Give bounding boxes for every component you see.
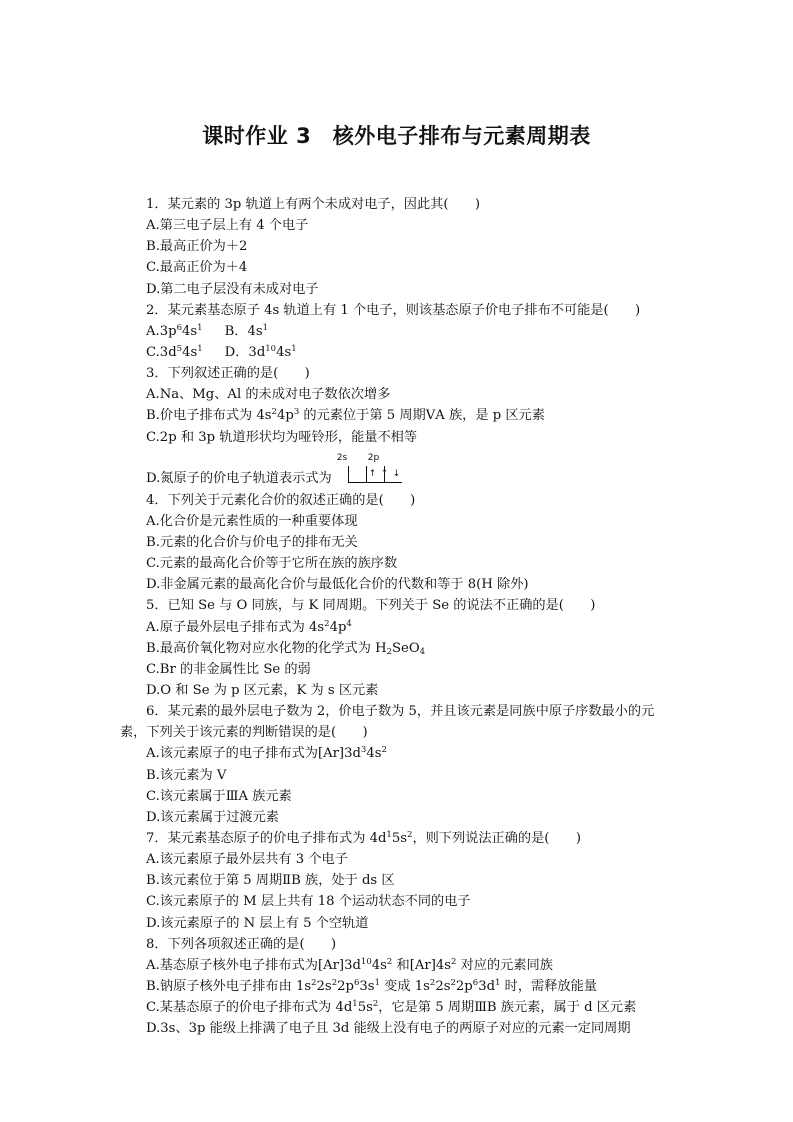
question-1-option-d: D.第二电子层没有未成对电子 [146, 281, 319, 297]
question-6-option-c: C.该元素属于ⅢA 族元素 [146, 788, 292, 804]
question-3-option-b: B.价电子排布式为 $4s^24p^3$ 的元素位于第 5 周期ⅤA 族，是 p 区元素 [146, 407, 545, 424]
question-1-option-a: A.第三电子层上有 4 个电子 [146, 218, 309, 234]
question-4-option-c: C.元素的最高化合价等于它所在族的族序数 [146, 556, 398, 572]
orbital-box-divider [366, 466, 367, 482]
orbital-label-2s: 2s [336, 452, 348, 463]
question-7-option-d: D.该元素原子的 N 层上有 5 个空轨道 [146, 915, 369, 931]
question-3-option-a: A.Na、Mg、Al 的未成对电子数依次增多 [146, 387, 391, 403]
orbital-diagram [334, 452, 406, 488]
up-down-arrow-icon: ↓ [392, 468, 401, 479]
up-arrow-icon: ↑ [380, 468, 389, 479]
question-2-option-d: D．$3d^{10}4s^1$ [224, 343, 297, 360]
question-8-stem: 8．下列各项叙述正确的是( ) [146, 936, 337, 952]
orbital-label-2p: 2p [367, 452, 380, 463]
question-8-option-c: C.某基态原子的价电子排布式为 $4d^15s^2$，它是第 5 周期ⅢB 族元素，属于 d 区元素 [146, 999, 637, 1016]
question-list [0, 194, 793, 1039]
question-4-stem: 4．下列关于元素化合价的叙述正确的是( ) [146, 492, 416, 508]
question-7-stem: 7．某元素基态原子的价电子排布式为 $4d^15s^2$，则下列说法正确的是( ) [146, 829, 581, 846]
question-2-stem: 2．某元素基态原子 4s 轨道上有 1 个电子，则该基态原子价电子排布不可能是( ) [146, 302, 641, 318]
question-6-option-d: D.该元素属于过渡元素 [146, 809, 279, 825]
question-1-option-c: C.最高正价为＋4 [146, 260, 248, 276]
question-1-stem: 1．某元素的 3p 轨道上有两个未成对电子，因此其( ) [146, 197, 481, 212]
page-title: 课时作业 3 核外电子排布与元素周期表 [202, 124, 591, 148]
question-5-option-d: D.O 和 Se 为 p 区元素，K 为 s 区元素 [146, 682, 379, 698]
question-6-option-a: A.该元素原子的电子排布式为$[Ar]3d^34s^2$ [146, 745, 387, 762]
question-1-option-b: B.最高正价为＋2 [146, 239, 248, 255]
question-2-option-b: B．$4s^1$ [224, 322, 269, 339]
question-8-option-d: D.3s、3p 能级上排满了电子且 3d 能级上没有电子的两原子对应的元素一定同周期 [146, 1021, 631, 1037]
question-4-option-a: A.化合价是元素性质的一种重要体现 [146, 513, 358, 529]
question-7-option-c: C.该元素原子的 M 层上共有 18 个运动状态不同的电子 [146, 894, 471, 910]
question-3-stem: 3．下列叙述正确的是( ) [146, 366, 310, 382]
question-4-option-d: D.非金属元素的最高化合价与最低化合价的代数和等于 8(H 除外) [146, 577, 529, 593]
question-5-option-a: A.原子最外层电子排布式为 $4s^24p^4$ [146, 618, 352, 635]
question-4-option-b: B.元素的化合价与价电子的排布无关 [146, 534, 358, 550]
question-7-option-b: B.该元素位于第 5 周期ⅡB 族，处于 ds 区 [146, 873, 395, 889]
question-2-option-c: $C.3d^54s^1$ [146, 343, 203, 360]
orbital-box-divider [348, 466, 349, 482]
question-2-options-cd [0, 342, 793, 363]
up-arrow-icon: ↑ [368, 468, 377, 479]
question-2-options-ab [0, 321, 793, 342]
orbital-baseline [348, 482, 402, 483]
question-7-option-a: A.该元素原子最外层共有 3 个电子 [146, 852, 348, 868]
question-2-option-a: $A.3p^64s^1$ [146, 322, 203, 339]
question-6-stem-continued: 素，下列关于该元素的判断错误的是( ) [120, 725, 368, 741]
question-5-option-b: B.最高价氧化物对应水化物的化学式为 $H_2SeO_4$ [146, 640, 426, 657]
question-8-option-b: B.钠原子核外电子排布由 $1s^22s^22p^63s^1$ 变成 $1s^22s^22p^63d^1$ 时，需释放能量 [146, 977, 597, 994]
question-6-stem: 6．某元素的最外层电子数为 2，价电子数为 5，并且该元素是同族中原子序数最小的元 [146, 704, 655, 720]
question-3-option-d: D.氮原子的价电子轨道表示式为 2s 2p ↑ ↑ ↓ [0, 448, 793, 490]
question-5-option-c: C.Br 的非金属性比 Se 的弱 [146, 661, 311, 677]
question-8-option-a: A.基态原子核外电子排布式为$[Ar]3d^{10}4s^2$ 和$[Ar]4s^2$ 对应的元素同族 [146, 956, 553, 973]
question-3-option-c: C.2p 和 3p 轨道形状均为哑铃形，能量不相等 [146, 429, 418, 445]
question-5-stem: 5．已知 Se 与 O 同族，与 K 同周期。下列关于 Se 的说法不正确的是( ) [146, 598, 596, 614]
question-6-option-b: B.该元素为 V [146, 767, 227, 783]
